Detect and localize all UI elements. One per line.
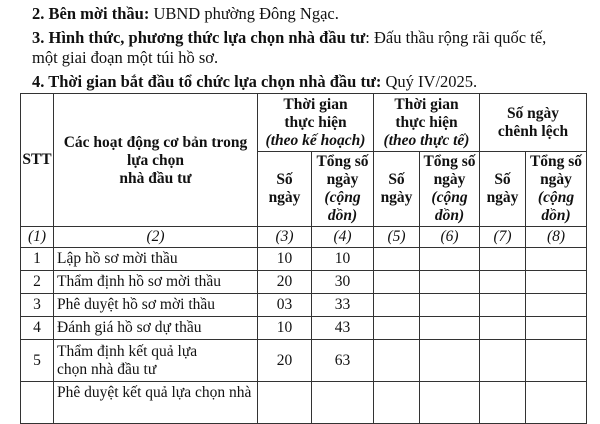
empty-cell bbox=[480, 271, 526, 294]
header-diff-days: Số ngày bbox=[480, 152, 526, 227]
col-number: (5) bbox=[374, 227, 420, 248]
plan-total bbox=[312, 382, 374, 424]
empty-cell bbox=[420, 294, 480, 317]
table-row bbox=[21, 294, 587, 317]
activity: Phê duyệt kết quả lựa chọn nhà bbox=[54, 382, 258, 424]
header-plan-days: Số ngày bbox=[258, 152, 312, 227]
empty-cell bbox=[420, 382, 480, 424]
section-selection-method bbox=[32, 28, 546, 48]
activity: Thẩm định kết quả lựa chọn nhà đầu tư bbox=[54, 340, 258, 382]
empty-cell bbox=[526, 340, 587, 382]
plan-days: 20 bbox=[258, 271, 312, 294]
empty-cell bbox=[480, 317, 526, 340]
label: 4. Thời gian bắt đầu tổ chức lựa chọn nhà đầu tư: bbox=[32, 72, 382, 91]
empty-cell bbox=[374, 317, 420, 340]
col-number: (1) bbox=[21, 227, 54, 248]
empty-cell bbox=[374, 248, 420, 271]
stt: 3 bbox=[21, 294, 54, 317]
plan-total: 10 bbox=[312, 248, 374, 271]
value: : Đấu thầu rộng rãi quốc tế, bbox=[365, 28, 547, 47]
activity: Phê duyệt hồ sơ mời thầu bbox=[54, 294, 258, 317]
empty-cell bbox=[420, 248, 480, 271]
label: 3. Hình thức, phương thức lựa chọn nhà đầu tư bbox=[32, 28, 366, 47]
empty-cell bbox=[480, 340, 526, 382]
plan-days: 20 bbox=[258, 340, 312, 382]
empty-cell bbox=[420, 340, 480, 382]
col-number: (6) bbox=[420, 227, 480, 248]
plan-days: 03 bbox=[258, 294, 312, 317]
plan-total: 63 bbox=[312, 340, 374, 382]
stt: 2 bbox=[21, 271, 54, 294]
empty-cell bbox=[374, 382, 420, 424]
col-number: (2) bbox=[54, 227, 258, 248]
stt: 5 bbox=[21, 340, 54, 382]
header-stt: STT bbox=[21, 94, 54, 227]
stt: 4 bbox=[21, 317, 54, 340]
empty-cell bbox=[420, 271, 480, 294]
plan-days bbox=[258, 382, 312, 424]
table-row bbox=[21, 271, 587, 294]
header-actual-total: Tổng số ngày (cộng dồn) bbox=[420, 152, 480, 227]
section-start-time bbox=[32, 72, 477, 92]
plan-total: 43 bbox=[312, 317, 374, 340]
value: UBND phường Đông Ngạc. bbox=[149, 4, 339, 23]
empty-cell bbox=[526, 271, 587, 294]
table-row bbox=[21, 317, 587, 340]
table-row bbox=[21, 382, 587, 424]
empty-cell bbox=[480, 248, 526, 271]
schedule-table bbox=[20, 93, 587, 424]
empty-cell bbox=[420, 317, 480, 340]
empty-cell bbox=[526, 294, 587, 317]
header-activity: Các hoạt động cơ bản trong lựa chọn nhà đầu tư bbox=[54, 94, 258, 227]
plan-total: 30 bbox=[312, 271, 374, 294]
empty-cell bbox=[526, 317, 587, 340]
activity: Thẩm định hồ sơ mời thầu bbox=[54, 271, 258, 294]
header-actual-days: Số ngày bbox=[374, 152, 420, 227]
value: Quý IV/2025. bbox=[381, 72, 478, 91]
column-numbering-row bbox=[21, 227, 587, 248]
section-selection-method-cont: một giai đoạn một túi hồ sơ. bbox=[32, 48, 219, 67]
header-difference: Số ngày chênh lệch bbox=[480, 94, 587, 152]
empty-cell bbox=[374, 294, 420, 317]
empty-cell bbox=[374, 271, 420, 294]
col-number: (8) bbox=[526, 227, 587, 248]
empty-cell bbox=[480, 382, 526, 424]
header-actual-time: Thời gian thực hiện (theo thực tế) bbox=[374, 94, 480, 152]
plan-total: 33 bbox=[312, 294, 374, 317]
activity: Lập hồ sơ mời thầu bbox=[54, 248, 258, 271]
activity: Đánh giá hồ sơ dự thầu bbox=[54, 317, 258, 340]
label: 2. Bên mời thầu: bbox=[32, 4, 150, 23]
header-planned-time: Thời gian thực hiện (theo kế hoạch) bbox=[258, 94, 374, 152]
empty-cell bbox=[526, 248, 587, 271]
header-diff-total: Tổng số ngày (cộng dồn) bbox=[526, 152, 587, 227]
empty-cell bbox=[526, 382, 587, 424]
table-row bbox=[21, 340, 587, 382]
plan-days: 10 bbox=[258, 317, 312, 340]
stt bbox=[21, 382, 54, 424]
col-number: (4) bbox=[312, 227, 374, 248]
section-bid-solicitor bbox=[32, 4, 339, 24]
stt: 1 bbox=[21, 248, 54, 271]
table-row bbox=[21, 248, 587, 271]
empty-cell bbox=[374, 340, 420, 382]
col-number: (7) bbox=[480, 227, 526, 248]
col-number: (3) bbox=[258, 227, 312, 248]
empty-cell bbox=[480, 294, 526, 317]
plan-days: 10 bbox=[258, 248, 312, 271]
header-plan-total: Tổng số ngày (cộng dồn) bbox=[312, 152, 374, 227]
